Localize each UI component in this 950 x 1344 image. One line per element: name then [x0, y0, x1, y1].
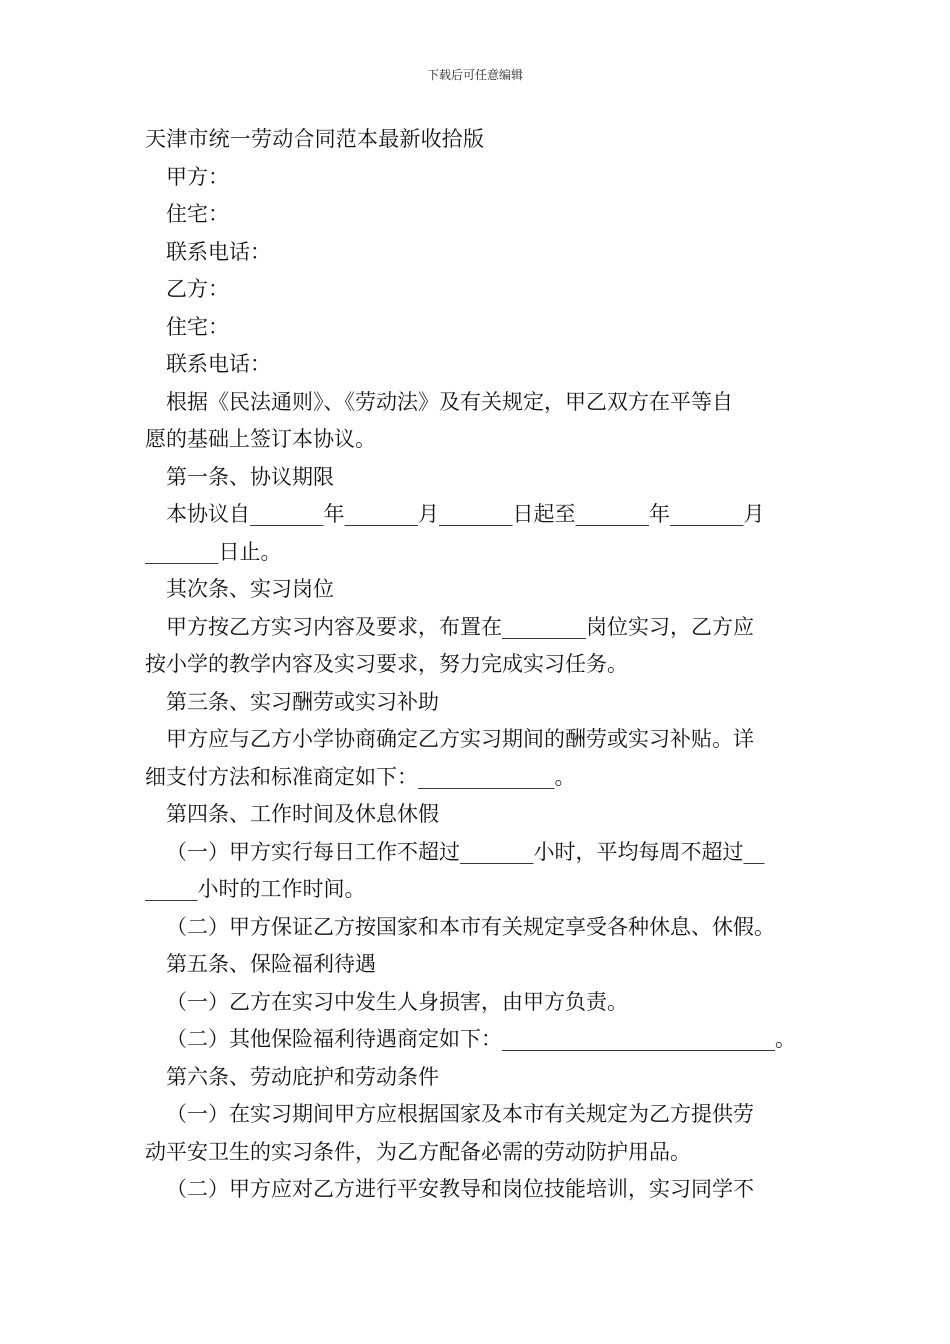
article-text-line: （二）其他保险福利待遇商定如下：__________________________。	[166, 1027, 796, 1051]
preamble-line: 愿的基础上签订本协议。	[145, 427, 376, 451]
article-text-line: 甲方按乙方实习内容及要求，布置在________岗位实习，乙方应	[166, 614, 754, 639]
header-note: 下载后可任意编辑	[426, 68, 523, 82]
party-b-address-label: 住宅：	[166, 314, 229, 339]
article-text-line: 按小学的教学内容及实习要求，努力完成实习任务。	[145, 652, 628, 676]
article-text-line: 动平安卫生的实习条件，为乙方配备必需的劳动防护用品。	[145, 1139, 691, 1164]
article-heading: 第三条、实习酬劳或实习补助	[166, 689, 439, 714]
article-heading: 第一条、协议期限	[166, 464, 334, 489]
document-title: 天津市统一劳动合同范本最新收拾版	[145, 127, 485, 151]
party-a-label: 甲方：	[166, 164, 229, 189]
article-text-line: （一）乙方在实习中发生人身损害，由甲方负责。	[166, 989, 628, 1014]
article-text-line: 甲方应与乙方小学协商确定乙方实习期间的酬劳或实习补贴。详	[166, 727, 754, 751]
article-heading: 第六条、劳动庇护和劳动条件	[166, 1064, 439, 1089]
document-body	[145, 121, 810, 1209]
article-text-line: （一）在实习期间甲方应根据国家及本市有关规定为乙方提供劳	[166, 1102, 754, 1126]
party-b-phone-label: 联系电话：	[166, 352, 271, 376]
article-text-line: （二）甲方保证乙方按国家和本市有关规定享受各种休息、休假。	[166, 914, 775, 939]
article-text-line: 细支付方法和标准商定如下：_____________。	[145, 764, 576, 789]
article-text-line: 本协议自_______年_______月_______日起至_______年_______月	[166, 502, 765, 526]
party-a-phone-label: 联系电话：	[166, 239, 271, 264]
article-text-line: _____小时的工作时间。	[145, 877, 366, 901]
preamble-line: 根据《民法通则》、《劳动法》及有关规定，甲乙双方在平等自	[166, 389, 733, 414]
article-heading: 其次条、实习岗位	[166, 577, 334, 601]
article-heading: 第五条、保险福利待遇	[166, 952, 376, 976]
article-text-line: _______日止。	[145, 539, 282, 564]
party-a-address-label: 住宅：	[166, 202, 229, 226]
article-heading: 第四条、工作时间及休息休假	[166, 802, 439, 826]
article-text-line: （一）甲方实行每日工作不超过_______小时，平均每周不超过__	[166, 839, 765, 864]
article-text-line: （二）甲方应对乙方进行平安教导和岗位技能培训，实习同学不	[166, 1177, 754, 1201]
party-b-label: 乙方：	[166, 277, 229, 301]
